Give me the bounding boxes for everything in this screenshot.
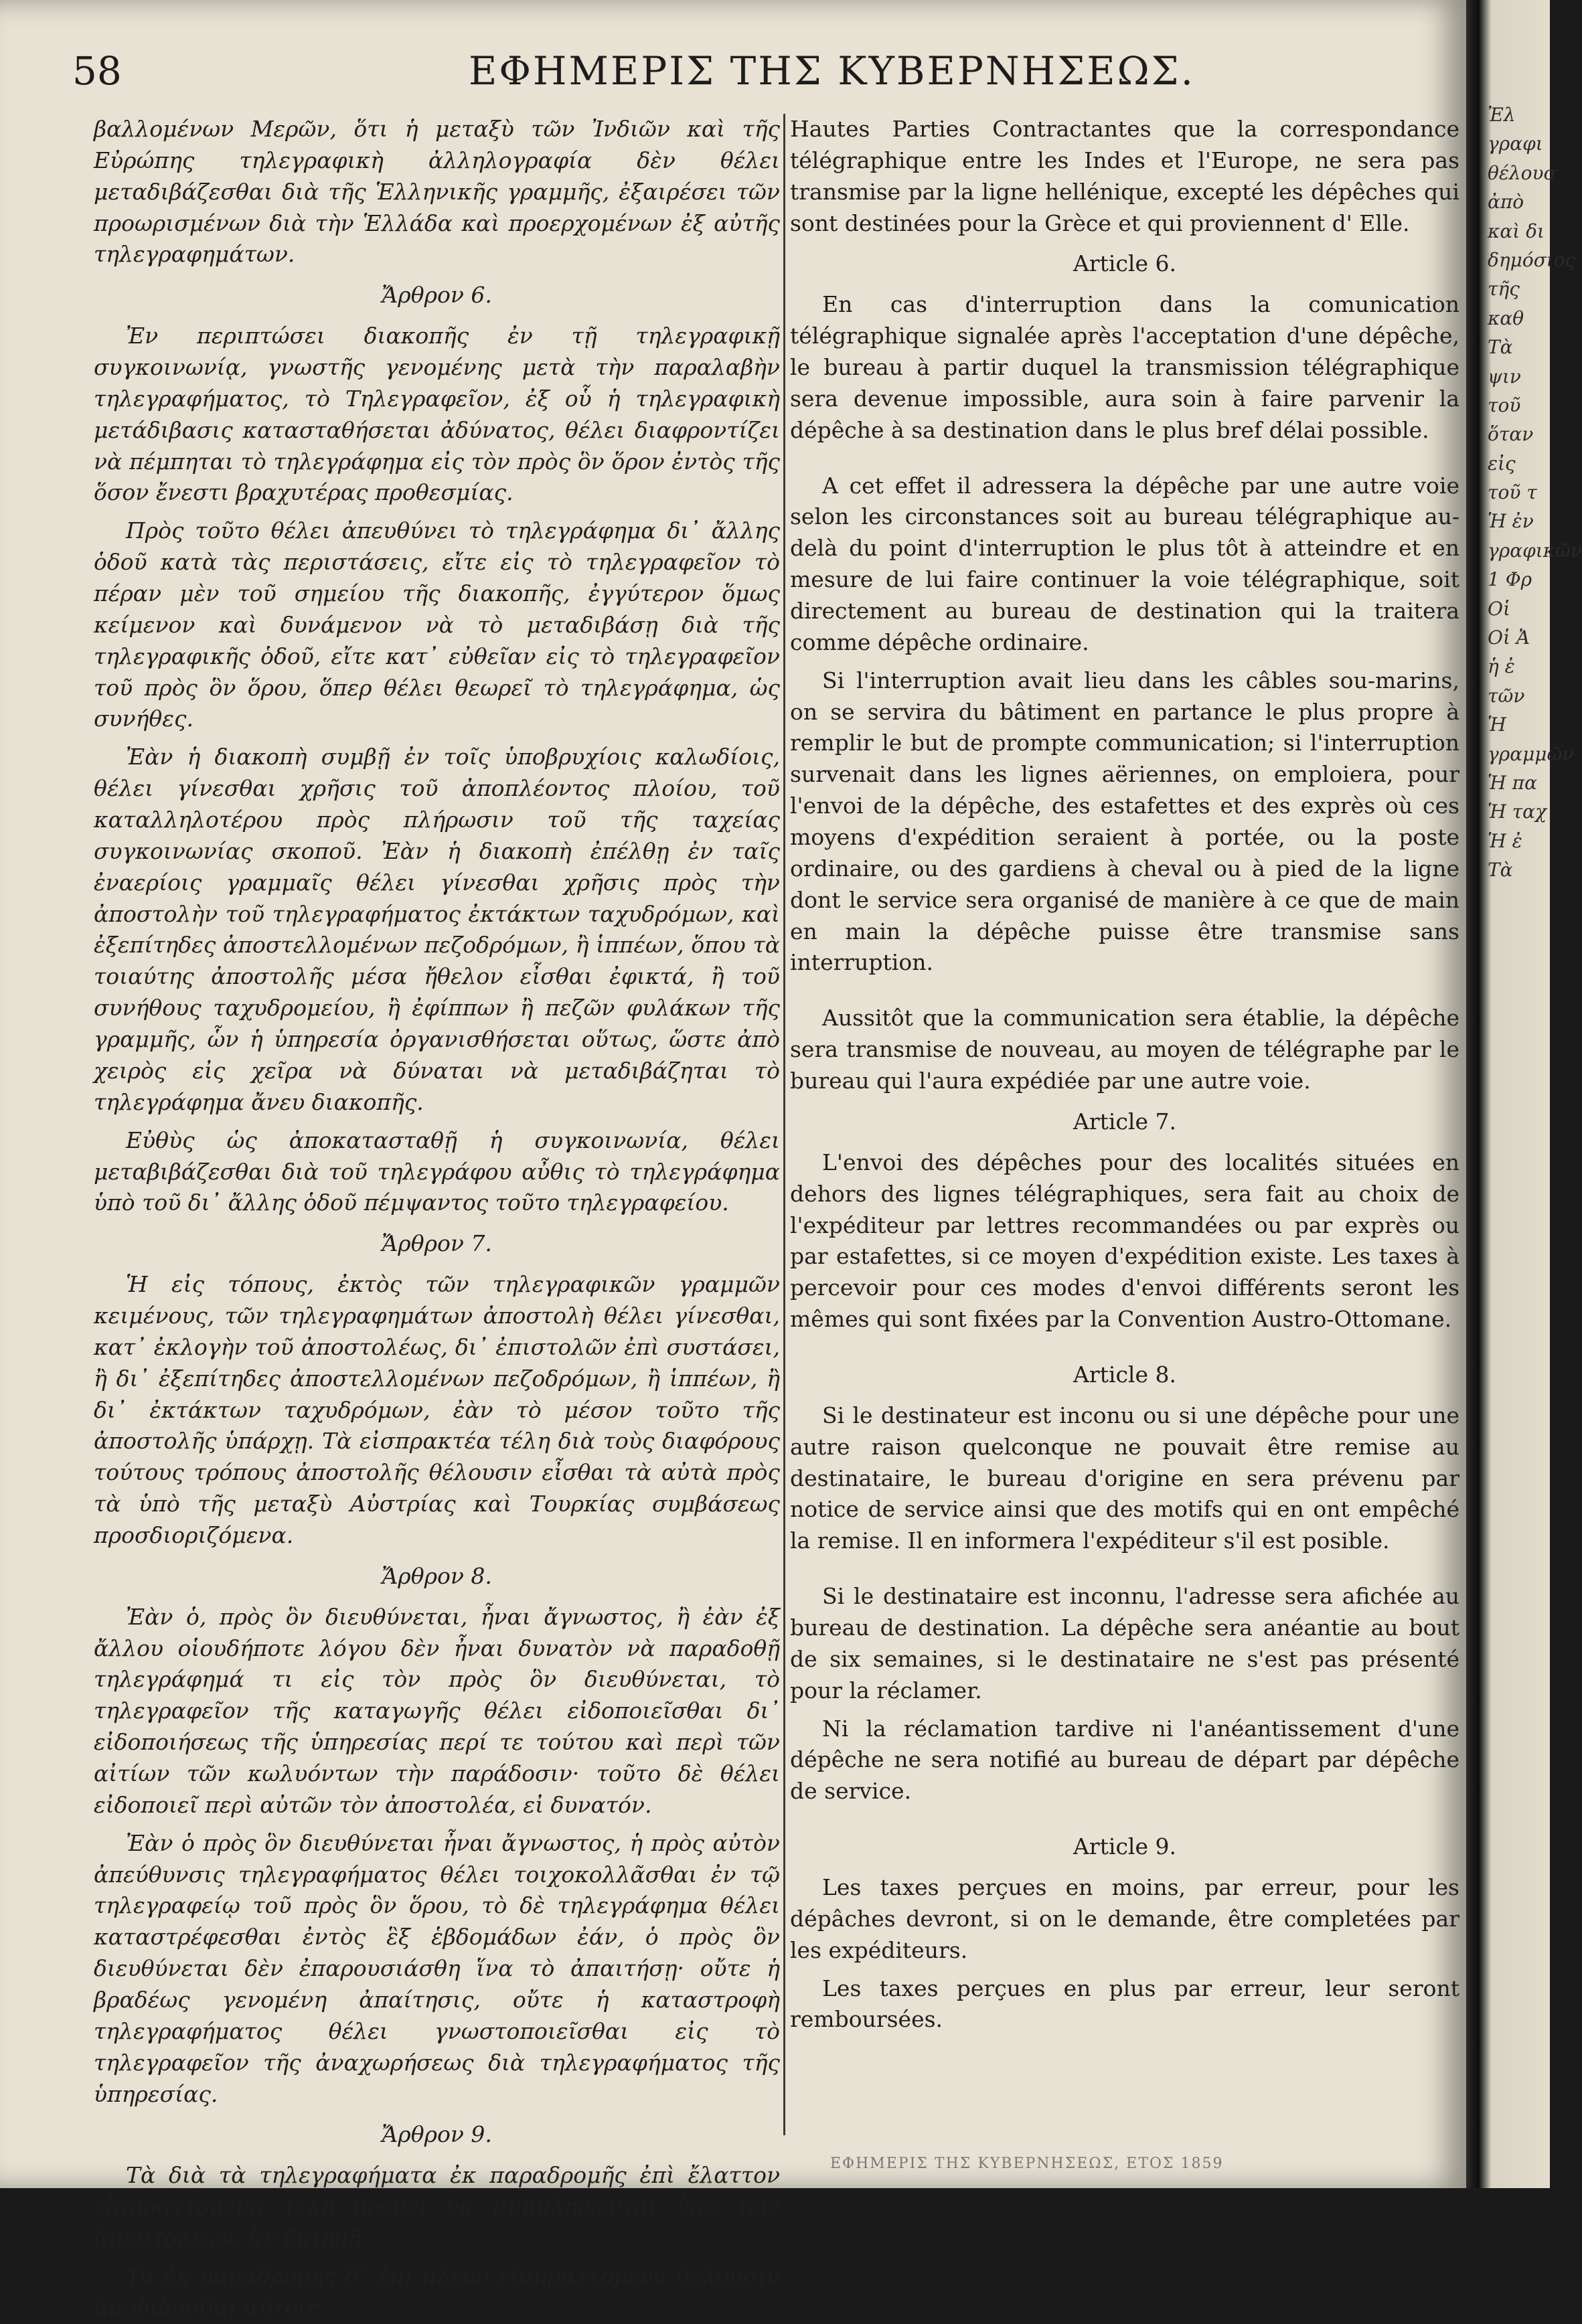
bleed-fragment: θέλουσ (1488, 161, 1557, 184)
french-article-heading: Article 9. (1073, 1833, 1176, 1860)
bleed-fragment: Ἡ ἐν (1488, 510, 1534, 533)
bleed-fragment: Ἡ ἐ (1488, 829, 1522, 852)
french-article-heading: Article 8. (1073, 1361, 1176, 1388)
french-article-heading: Article 6. (1073, 250, 1176, 277)
bleed-fragment: γραμμῶν (1488, 742, 1574, 765)
bleed-fragment: δημόσιος (1488, 248, 1576, 271)
greek-paragraph: Ἡ εἰς τόπους, ἐκτὸς τῶν τηλεγραφικῶν γραμμῶν κειμένους, τῶν τηλεγραφημάτων ἀποστολὴ θέλει γίνεσθαι, κατ᾽ ἐκλογὴν τοῦ ἀποστολέως, δι᾽ ἐπιστολῶν ἐπὶ συστάσει, ἢ δι᾽ ἐξεπίτηδες ἀποστελλομένων πεζοδρόμων, ἢ ἱππέων, ἢ δι᾽ ἐκτάκτων ταχυδρόμων, ἐὰν τὸ μέσον τοῦτο τῆς ἀποστολῆς ὑπάρχῃ. Τὰ εἰσπρακτέα τέλη διὰ τοὺς διαφόρους τούτους τρόπους ἀποστολῆς θέλουσιν εἶσθαι τὰ αὐτὰ πρὸς τὰ ὑπὸ τῆς μεταξὺ Αὐστρίας καὶ Τουρκίας συμβάσεως προσδιοριζόμενα. (94, 1271, 780, 1548)
bleed-fragment: 1 Φρ (1488, 568, 1532, 591)
bleed-fragment: Ἡ πα (1488, 771, 1537, 794)
greek-article-heading: Ἄρθρον 7. (382, 1230, 492, 1257)
footer-running-title: ΕΦΗΜΕΡΙΣ ΤΗΣ ΚΥΒΕΡΝΗΣΕΩΣ, ΕΤΟΣ 1859 (830, 2155, 1224, 2172)
french-column (790, 114, 1459, 2155)
greek-paragraph: Ἐὰν ὁ, πρὸς ὃν διευθύνεται, ἦναι ἄγνωστος, ἢ ἐὰν ἐξ ἄλλου οἱουδήποτε λόγου δὲν ἦναι δυνατὸν νὰ παραδοθῇ τηλεγράφημά τι εἰς τὸν πρὸς ὃν διευθύνεται, τὸ τηλεγραφεῖον τῆς καταγωγῆς θέλει εἰδοποιεῖσθαι δι᾽ εἰδοποιήσεως τῆς ὑπηρεσίας περί τε τούτου καὶ περὶ τῶν αἰτίων τῶν κωλυόντων τὴν παράδοσιν· τοῦτο δὲ θέλει εἰδοποιεῖ περὶ αὐτῶν τὸν ἀποστολέα, εἰ δυνατόν. (94, 1603, 780, 1818)
bleed-fragment: Ἐλ (1488, 104, 1516, 126)
french-paragraph: L'envoi des dépêches pour des localités situées en dehors des lignes télégraphiques, sera fait au choix de l'expéditeur par lettres recommandées ou par exprès ou par estafettes, si ce moyen d'expédition existe. Les taxes à percevoir pour ces modes d'envoi différents seront les mêmes qui sont fixées par la Convention Austro-Ottomane. (790, 1149, 1459, 1333)
greek-paragraph: βαλλομένων Μερῶν, ὅτι ἡ μεταξὺ τῶν Ἰνδιῶν καὶ τῆς Εὐρώπης τηλεγραφικὴ ἀλληλογραφία δὲν θέλει μεταδιβάζεσθαι διὰ τῆς Ἑλληνικῆς γραμμῆς, ἐξαιρέσει τῶν προωρισμένων διὰ τὴν Ἑλλάδα καὶ προερχομένων ἐξ αὐτῆς τηλεγραφημάτων. (94, 116, 780, 268)
bleed-fragment: ἀπὸ (1488, 191, 1524, 214)
french-paragraph: Les taxes perçues en plus par erreur, leur seront remboursées. (790, 1975, 1459, 2033)
greek-article-heading: Ἄρθρον 8. (382, 1562, 492, 1589)
bleed-fragment: Οἱ (1488, 597, 1510, 620)
greek-paragraph: Τὰ διὰ τὰ τηλεγραφήματα ἐκ παραδρομῆς ἐπὶ ἔλαττον εἰσπραττόμενα τέλη πρέπει νὰ συμπληρῶνται ὑπὸ τῶν ἀποστολέων, ἂν ζητηθῇ. (94, 2162, 780, 2251)
bleed-fragment: Τὰ (1488, 859, 1513, 882)
greek-paragraph: Πρὸς τοῦτο θέλει ἀπευθύνει τὸ τηλεγράφημα δι᾽ ἄλλης ὁδοῦ κατὰ τὰς περιστάσεις, εἴτε εἰς τὸ τηλεγραφεῖον τὸ πέραν μὲν τοῦ σημείου τῆς διακοπῆς, ἐγγύτερον ὅμως κείμενον καὶ δυνάμενον νὰ τὸ μεταδιβάσῃ διὰ τῆς τηλεγραφικῆς ὁδοῦ, εἴτε κατ᾽ εὐθεῖαν εἰς τὸ τηλεγραφεῖον τοῦ πρὸς ὃν ὅρου, ὅπερ θέλει θεωρεῖ τὸ τηλεγράφημα, ὡς συνήθες. (94, 517, 780, 732)
french-paragraph: Ni la réclamation tardive ni l'anéantissement d'une dépêche ne sera notifié au bureau de départ par dépêche de service. (790, 1715, 1459, 1805)
greek-column (94, 114, 780, 2321)
french-paragraph: Hautes Parties Contractantes que la correspondance télégraphique entre les Indes et l'Europe, ne sera pas transmise par la ligne hellénique, excepté les dépêches qui sont destinées pour la Grèce et qui proviennent d' Elle. (790, 116, 1459, 236)
greek-article-heading: Ἄρθρον 9. (382, 2121, 492, 2148)
greek-paragraph: Ἐν περιπτώσει διακοπῆς ἐν τῇ τηλεγραφικῇ συγκοινωνίᾳ, γνωστῆς γενομένης μετὰ τὴν παραλαβὴν τηλεγραφήματος, τὸ Τηλεγραφεῖον, ἐξ οὗ ἡ τηλεγραφικὴ μετάδιβασις κατασταθήσεται ἀδύνατος, θέλει διαφροντίζει νὰ πέμπηται τὸ τηλεγράφημα εἰς τὸν πρὸς ὃν ὅρον ἐντὸς τῆς ὅσον ἔνεστι βραχυτέρας προθεσμίας. (94, 323, 780, 506)
page-number: 58 (72, 48, 122, 94)
page-title: ΕΦΗΜΕΡΙΣ ΤΗΣ ΚΥΒΕΡΝΗΣΕΩΣ. (469, 48, 1196, 94)
french-paragraph: Si le destinataire est inconnu, l'adresse sera afichée au bureau de destination. La dépêche sera anéantie au bout de six semaines, si le destinataire ne s'est pas présenté pour la réclamer. (790, 1583, 1459, 1704)
french-paragraph: Si l'interruption avait lieu dans les câbles sou-marins, on se servira du bâtiment en partance le plus propre à remplir le but de prompte communication; si l'interruption survenait dans les lignes aëriennes, on emploiera, pour l'envoi de la dépêche, des estafettes et des exprès où ces moyens d'expédition seraient à portée, ou la poste ordinaire, ou des gardiens à cheval ou à pied de la ligne dont le service sera organisé de manière à ce que de main en main la dépêche puisse être transmise sans interruption. (790, 667, 1459, 976)
bleed-fragment: Οἱ Ἀ (1488, 627, 1530, 649)
bleed-fragment: καὶ δι (1488, 220, 1545, 242)
french-paragraph: Les taxes perçues en moins, par erreur, pour les dépâches devront, si on le demande, être completées par les expéditeurs. (790, 1874, 1459, 1963)
french-paragraph: A cet effet il adressera la dépêche par une autre voie selon les circonstances soit au bureau télégraphique au-delà du point d'interruption le plus tôt à atteindre et en mesure de lui faire continuer la voie télégraphique, soit directement au bureau de destination qui la traitera comme dépêche ordinaire. (790, 472, 1459, 655)
bleed-fragment: τοῦ τ (1488, 481, 1537, 504)
greek-article-heading: Ἄρθρον 6. (382, 282, 492, 309)
greek-paragraph: Ἐὰν ὁ πρὸς ὃν διευθύνεται ἦναι ἄγνωστος, ἡ πρὸς αὐτὸν ἀπεύθυνσις τηλεγραφήματος θέλει τοιχοκολλᾶσθαι ἐν τῷ τηλεγραφείῳ τοῦ πρὸς ὃν ὅρου, τὸ δὲ τηλεγράφημα θέλει καταστρέφεσθαι ἐντὸς ἓξ ἑβδομάδων ἐάν, ὁ πρὸς ὃν διευθύνεται δὲν ἐπαρουσιάσθη ἵνα τὸ ἀπαιτήσῃ· οὔτε ἡ βραδέως γενομένη ἀπαίτησις, οὔτε ἡ καταστροφὴ τηλεγραφήματος θέλει γνωστοποιεῖσθαι εἰς τὸ τηλεγραφεῖον τῆς ἀναχωρήσεως διὰ τηλεγραφήματος τῆς ὑπηρεσίας. (94, 1829, 780, 2107)
bleed-fragment: γραφικῶν (1488, 539, 1582, 562)
column-divider (783, 114, 785, 2135)
greek-paragraph: Εὐθὺς ὡς ἀποκατασταθῇ ἡ συγκοινωνία, θέλει μεταβιβάζεσθαι διὰ τοῦ τηλεγράφου αὖθις τὸ τηλεγράφημα ὑπὸ τοῦ δι᾽ ἄλλης ὁδοῦ πέμψαντος τοῦτο τηλεγραφείου. (94, 1127, 780, 1216)
bleed-fragment: ὅταν εἰς (1488, 423, 1534, 475)
french-paragraph: En cas d'interruption dans la comunication télégraphique signalée après l'acceptation d'une dépêche, le bureau à partir duquel la transmission télégraphique sera devenue impossible, aura soin à faire parvenir la dépêche à sa destination dans le plus bref délai possible. (790, 291, 1459, 443)
french-article-heading: Article 7. (1073, 1108, 1176, 1135)
bleed-fragment: τῶν (1488, 684, 1525, 707)
bleed-fragment: Τὰ (1488, 336, 1513, 359)
french-paragraph: Si le destinateur est inconu ou si une dépêche pour une autre raison quelconque ne pouvait être remise au destinataire, le bureau d'origine en sera prévenu par notice de service ainsi que des motifs qui en ont empêché la remise. Il en informera l'expéditeur s'il est posible. (790, 1402, 1459, 1554)
bleed-fragment: ψιν τοῦ (1488, 365, 1521, 416)
next-page-bleed-text (1488, 100, 1582, 2108)
bleed-fragment: ἡ ἐ (1488, 655, 1515, 678)
greek-paragraph: Τὰ ἐκ παραδρομῆς δ᾽ ἐπὶ πλέον εἰσπραττόμενα θέλουσιν ἀποδίδοσθαι αὐτοῖς. (94, 2262, 780, 2321)
french-paragraph: Aussitôt que la communication sera établie, la dépêche sera transmise de nouveau, au moyen de télégraphe par le bureau qui l'aura expédiée par une autre voie. (790, 1005, 1459, 1094)
bleed-fragment: τῆς καθ (1488, 278, 1524, 329)
greek-paragraph: Ἐὰν ἡ διακοπὴ συμβῇ ἐν τοῖς ὑποβρυχίοις καλωδίοις, θέλει γίνεσθαι χρῆσις τοῦ ἀποπλέοντος πλοίου, τοῦ καταλληλοτέρου πρὸς πλήρωσιν τοῦ τῆς ταχείας συγκοινωνίας σκοποῦ. Ἐὰν ἡ διακοπὴ ἐπέλθῃ ἐν ταῖς ἐναερίοις γραμμαῖς θέλει γίνεσθαι χρῆσις πρὸς τὴν ἀποστολὴν τοῦ τηλεγραφήματος ἐκτάκτων ταχυδρόμων, καὶ ἐξεπίτηδες ἀποστελλομένων πεζοδρόμων, ἢ ἱππέων, ὅπου τὰ τοιαύτης ἀποστολῆς μέσα ἤθελον εἶσθαι ἐφικτά, ἢ τοῦ συνήθους ταχυδρομείου, ἢ ἐφίππων ἢ πεζῶν φυλάκων τῆς γραμμῆς, ὧν ἡ ὑπηρεσία ὀργανισθήσεται οὕτως, ὥστε ἀπὸ χειρὸς εἰς χεῖρα νὰ δύναται νὰ μεταδιβάζηται τὸ τηλεγράφημα ἄνευ διακοπῆς. (94, 744, 780, 1115)
bleed-fragment: Ἡ (1488, 714, 1506, 736)
bleed-fragment: Ἡ ταχ (1488, 801, 1547, 823)
bleed-fragment: γραφι (1488, 133, 1543, 155)
